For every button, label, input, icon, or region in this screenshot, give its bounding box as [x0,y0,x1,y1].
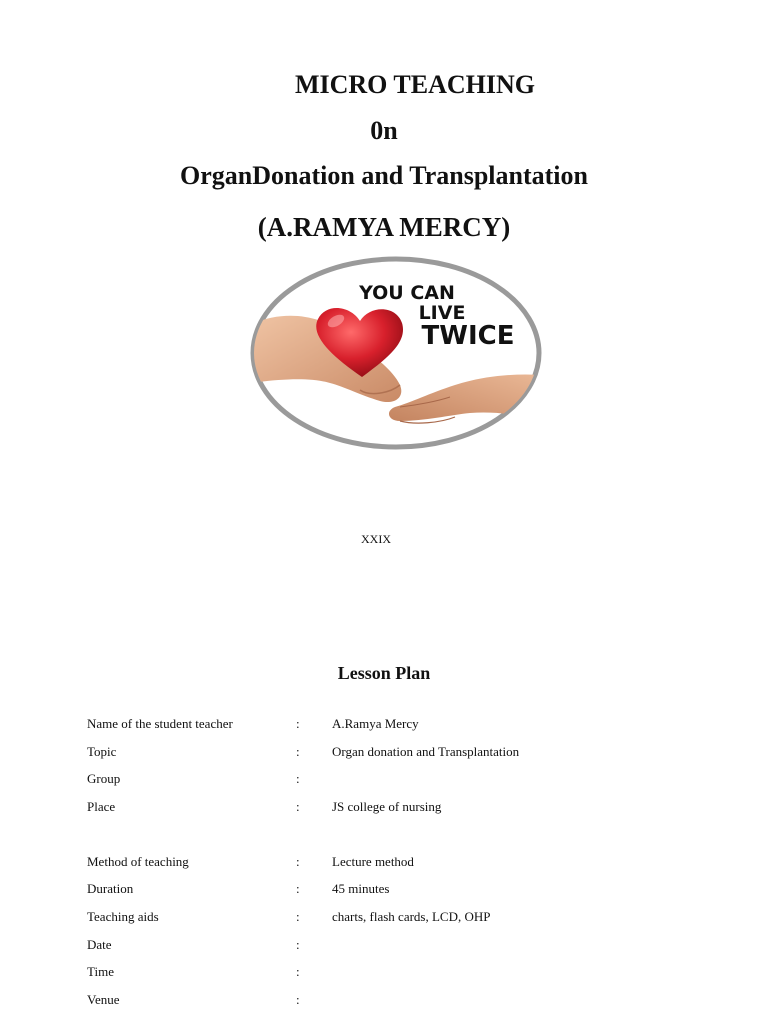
detail-row [0,852,768,872]
detail-separator: : [296,992,300,1007]
badge-text-you-can: YOU CAN [359,282,455,304]
detail-separator: : [296,964,300,979]
detail-value: JS college of nursing [332,799,442,814]
title-topic: OrganDonation and Transplantation [180,161,588,190]
detail-label: Teaching aids [87,909,159,924]
detail-row [0,962,768,982]
detail-label: Name of the student teacher [87,716,233,731]
detail-label: Duration [87,881,134,896]
lesson-plan-heading: Lesson Plan [337,663,431,683]
detail-row [0,879,768,899]
detail-value: A.Ramya Mercy [332,716,419,731]
detail-label: Venue [87,992,120,1007]
detail-row [0,714,768,734]
detail-separator: : [296,937,300,952]
detail-row [0,990,768,1010]
detail-label: Topic [87,744,117,759]
detail-separator: : [296,771,300,786]
detail-value: 45 minutes [332,881,390,896]
detail-label: Date [87,937,112,952]
detail-label: Method of teaching [87,854,189,869]
detail-row [0,797,768,817]
detail-row [0,769,768,789]
badge-text-live: LIVE [418,302,466,324]
detail-row [0,742,768,762]
title-micro-teaching: MICRO TEACHING [294,70,536,99]
title-author: (A.RAMYA MERCY) [257,212,511,242]
detail-separator: : [296,799,300,814]
detail-label: Group [87,771,121,786]
title-on: 0n [370,116,398,145]
detail-value: Organ donation and Transplantation [332,744,520,759]
detail-row [0,907,768,927]
page-number: XXIX [361,532,391,546]
detail-separator: : [296,881,300,896]
detail-label: Time [87,964,114,979]
detail-label: Place [87,799,116,814]
detail-separator: : [296,909,300,924]
organ-donation-badge-image [250,255,542,451]
detail-value: charts, flash cards, LCD, OHP [332,909,491,924]
detail-separator: : [296,854,300,869]
detail-value: Lecture method [332,854,414,869]
detail-separator: : [296,744,300,759]
detail-row [0,935,768,955]
detail-separator: : [296,716,300,731]
badge-text-twice: TWICE [421,321,515,351]
